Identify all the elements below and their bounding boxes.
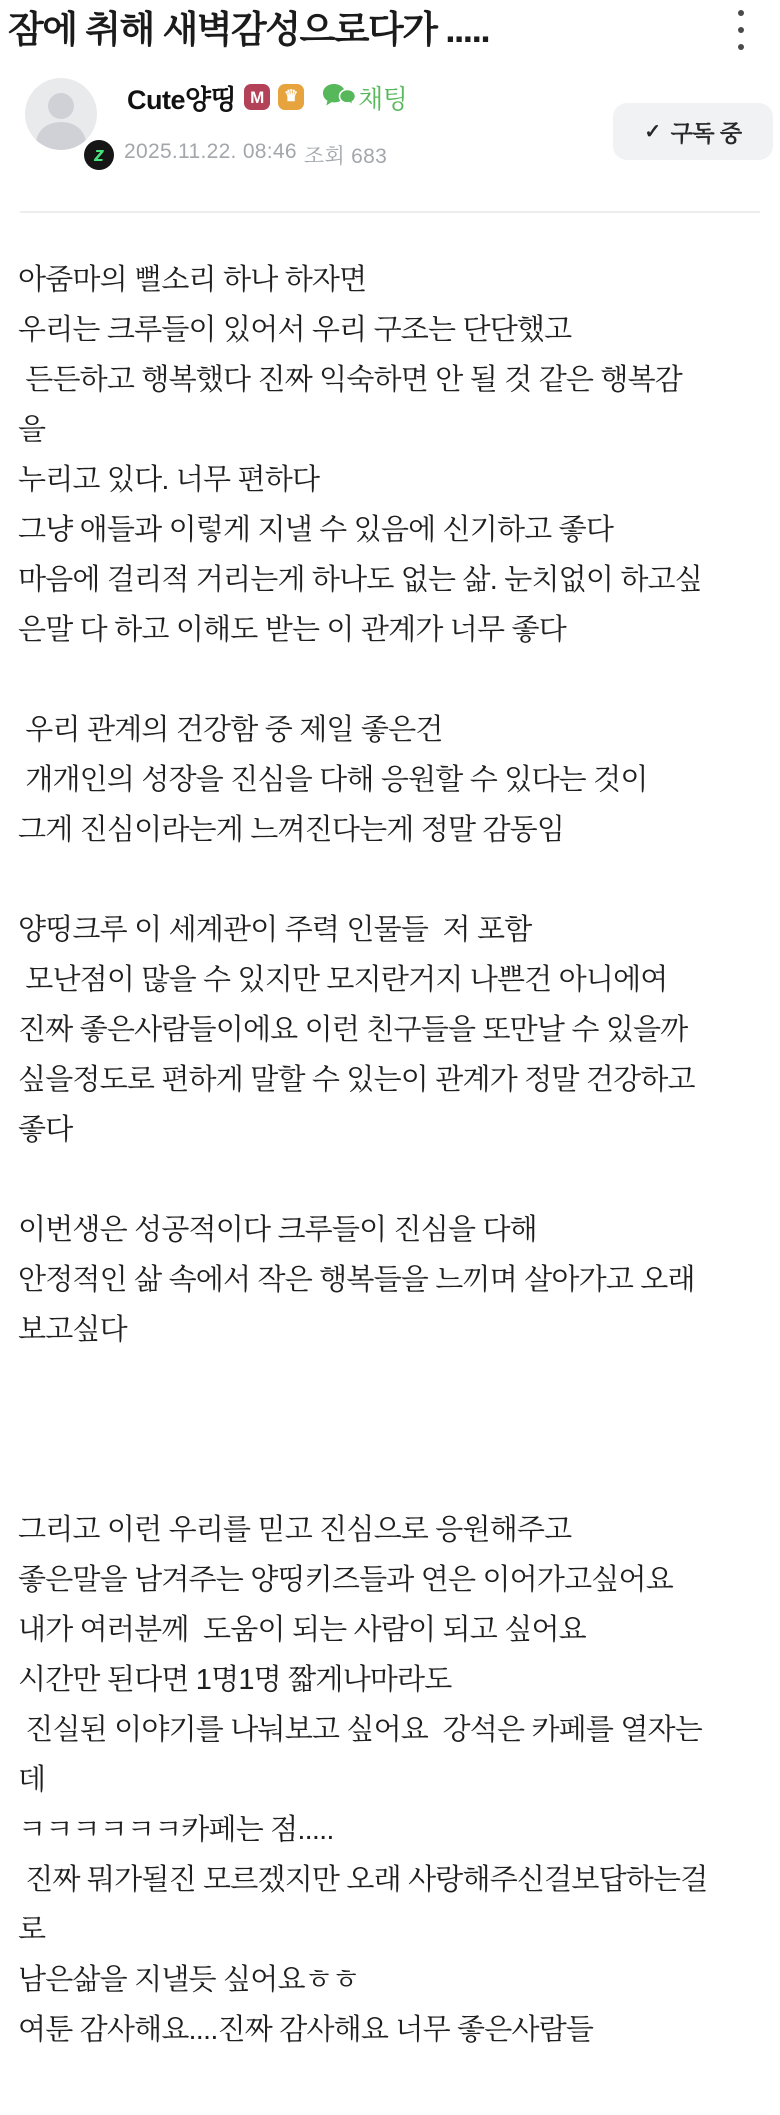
post-views: 조회 683 [303, 145, 388, 168]
streamer-tier-badge [84, 140, 114, 170]
body-line: 진짜 좋은사람들이에요 이런 친구들을 또만날 수 있을까 [18, 1014, 688, 1046]
body-line: 여툰 감사해요....진짜 감사해요 너무 좋은사람들 [18, 2014, 594, 2046]
subscribe-label: 구독 중 [670, 120, 742, 146]
body-line: 든든하고 행복했다 진짜 익숙하면 안 될 것 같은 행복감 [18, 364, 683, 396]
body-line: 이번생은 성공적이다 크루들이 진심을 다해 [18, 1214, 537, 1246]
lightning-z-icon: z [94, 144, 104, 166]
body-line: 그게 진심이라는게 느껴진다는게 정말 감동임 [18, 814, 565, 846]
author-avatar[interactable] [25, 78, 97, 150]
post-title: 잠에 취해 새벽감성으로다가 ..... [8, 9, 490, 50]
kebab-dot [738, 44, 744, 50]
body-line [18, 655, 774, 705]
body-line: 아줌마의 뻘소리 하나 하자면 [18, 264, 367, 296]
author-nickname[interactable]: Cute양띵 [127, 84, 237, 115]
body-line: 안정적인 삶 속에서 작은 행복들을 느끼며 살아가고 오래 [18, 1264, 695, 1296]
person-icon [25, 78, 97, 150]
chat-link[interactable] [322, 79, 407, 116]
body-line: 데 [18, 1764, 46, 1796]
body-line [18, 855, 774, 905]
body-line [18, 1155, 774, 1205]
post-date: 2025.11.22. 08:46 [124, 140, 297, 163]
body-line: 은말 다 하고 이해도 받는 이 관계가 너무 좋다 [18, 614, 566, 646]
body-line [18, 1455, 774, 1505]
body-line: 그리고 이런 우리를 믿고 진심으로 응원해주고 [18, 1514, 572, 1546]
body-line: 마음에 걸리적 거리는게 하나도 없는 삶. 눈치없이 하고싶 [18, 564, 702, 596]
body-line: 남은삶을 지낼듯 싶어요ㅎㅎ [18, 1964, 360, 1996]
body-line [18, 1355, 774, 1405]
body-line: 우리는 크루들이 있어서 우리 구조는 단단했고 [18, 314, 572, 346]
chat-label: 채팅 [358, 83, 408, 114]
body-line: 양띵크루 이 세계관이 주력 인물들 저 포함 [18, 914, 532, 946]
body-line: ㅋㅋㅋㅋㅋㅋ카페는 점..... [18, 1814, 334, 1846]
check-icon: ✓ [644, 121, 661, 143]
body-line: 진짜 뭐가될진 모르겠지만 오래 사랑해주신걸보답하는걸 [18, 1864, 708, 1896]
body-line: 내가 여러분께 도움이 되는 사람이 되고 싶어요 [18, 1614, 586, 1646]
body-line: 누리고 있다. 너무 편하다 [18, 464, 320, 496]
body-line [18, 1405, 774, 1455]
body-line: 시간만 된다면 1명1명 짧게나마라도 [18, 1664, 452, 1696]
body-line: 좋은말을 남겨주는 양띵키즈들과 연은 이어가고싶어요 [18, 1564, 673, 1596]
body-line: 을 [18, 414, 46, 446]
crown-badge-icon: ♛ [278, 84, 304, 110]
author-name-row [127, 80, 407, 114]
body-line: 좋다 [18, 1114, 73, 1146]
body-line: 싶을정도로 편하게 말할 수 있는이 관계가 정말 건강하고 [18, 1064, 695, 1096]
body-line: 우리 관계의 건강함 중 제일 좋은건 [18, 714, 443, 746]
post-body [18, 255, 774, 2055]
header-divider [20, 211, 760, 213]
chat-bubbles-icon [322, 82, 356, 112]
body-line: 모난점이 많을 수 있지만 모지란거지 나쁜건 아니에여 [18, 964, 668, 996]
kebab-dot [738, 10, 744, 16]
kebab-dot [738, 27, 744, 33]
body-line: 개개인의 성장을 진심을 다해 응원할 수 있다는 것이 [18, 764, 648, 796]
body-line: 보고싶다 [18, 1314, 127, 1346]
manager-badge: M [244, 84, 270, 110]
body-line: 그냥 애들과 이렇게 지낼 수 있음에 신기하고 좋다 [18, 514, 614, 546]
post-meta [124, 140, 387, 170]
body-line: 로 [18, 1914, 46, 1946]
subscribe-button[interactable] [613, 103, 773, 160]
more-options-button[interactable] [734, 10, 748, 50]
body-line: 진실된 이야기를 나눠보고 싶어요 강석은 카페를 열자는 [18, 1714, 702, 1746]
